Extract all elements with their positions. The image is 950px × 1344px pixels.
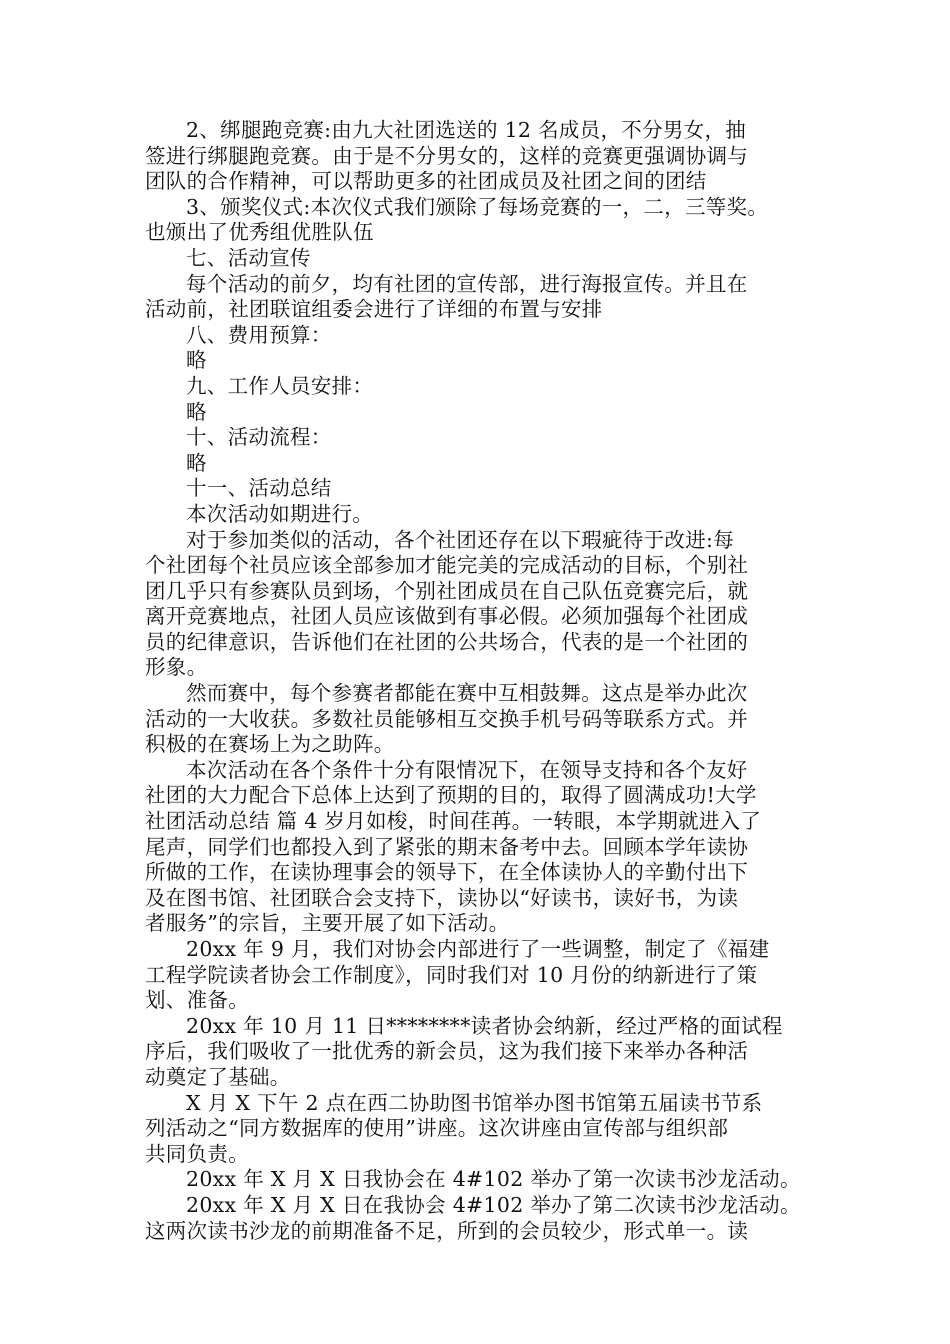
- text-line: 序后，我们吸收了一批优秀的新会员，这为我们接下来举办各种活: [145, 1039, 749, 1064]
- text-line: 社团的大力配合下总体上达到了预期的目的，取得了圆满成功!大学: [145, 783, 757, 808]
- paragraph: [145, 246, 813, 272]
- text-line: 共同负责。: [145, 1141, 249, 1166]
- paragraph: [145, 323, 813, 349]
- text-line: 列活动之“同方数据库的使用”讲座。这次讲座由宣传部与组织部: [145, 1116, 729, 1141]
- paragraph: [145, 451, 813, 477]
- text-line: 略: [186, 450, 207, 475]
- text-line: 然而赛中，每个参赛者都能在赛中互相鼓舞。这点是举办此次: [186, 681, 748, 706]
- paragraph: [145, 272, 813, 323]
- text-line: 团几乎只有参赛队员到场，个别社团成员在自己队伍竞赛完后，就: [145, 578, 749, 603]
- paragraph: [145, 476, 813, 502]
- text-line: 及在图书馆、社团联合会支持下，读协以“好读书，读好书，为读: [145, 885, 739, 910]
- text-line: 所做的工作，在读协理事会的领导下，在全体读协人的辛勤付出下: [145, 860, 749, 885]
- text-line: 十一、活动总结: [186, 476, 332, 501]
- text-line: 本次活动如期进行。: [186, 501, 374, 526]
- text-line: 九、工作人员安排：: [186, 373, 374, 398]
- text-line: 离开竞赛地点，社团人员应该做到有事必假。必须加强每个社团成: [145, 604, 749, 629]
- text-line: 本次活动在各个条件十分有限情况下，在领导支持和各个友好: [186, 757, 748, 782]
- paragraph: [145, 1167, 813, 1193]
- text-line: 十、活动流程：: [186, 425, 332, 450]
- text-line: 团队的合作精神，可以帮助更多的社团成员及社团之间的团结: [145, 169, 707, 194]
- paragraph: [145, 681, 813, 758]
- text-line: 积极的在赛场上为之助阵。: [145, 732, 395, 757]
- paragraph: [145, 195, 813, 246]
- text-line: 员的纪律意识，告诉他们在社团的公共场合，代表的是一个社团的: [145, 629, 749, 654]
- text-line: 划、准备。: [145, 988, 249, 1013]
- paragraph: [145, 1014, 813, 1091]
- text-line: 尾声，同学们也都投入到了紧张的期末备考中去。回顾本学年读协: [145, 834, 749, 859]
- text-line: X 月 X 下午 2 点在西二协助图书馆举办图书馆第五届读书节系: [186, 1090, 763, 1115]
- text-line: 20xx 年 X 月 X 日我协会在 4#102 举办了第一次读书沙龙活动。: [186, 1167, 801, 1192]
- text-line: 个社团每个社员应该全部参加才能完美的完成活动的目标，个别社: [145, 553, 749, 578]
- text-line: 社团活动总结 篇 4 岁月如梭，时间荏苒。一转眼，本学期就进入了: [145, 809, 762, 834]
- text-line: 七、活动宣传: [186, 245, 311, 270]
- paragraph: [145, 502, 813, 528]
- text-line: 20xx 年 10 月 11 日********读者协会纳新，经过严格的面试程: [186, 1013, 783, 1038]
- text-line: 2、绑腿跑竞赛:由九大社团选送的 12 名成员，不分男女，抽: [186, 118, 747, 142]
- text-line: 每个活动的前夕，均有社团的宣传部，进行海报宣传。并且在: [186, 271, 748, 296]
- text-line: 略: [186, 348, 207, 373]
- document-page: [145, 118, 813, 1244]
- text-line: 签进行绑腿跑竞赛。由于是不分男女的，这样的竞赛更强调协调与: [145, 143, 749, 168]
- text-line: 对于参加类似的活动，各个社团还存在以下瑕疵待于改进:每: [186, 527, 735, 552]
- text-line: 也颁出了优秀组优胜队伍: [145, 220, 374, 245]
- text-line: 略: [186, 399, 207, 424]
- paragraph: [145, 1193, 813, 1244]
- paragraph: [145, 118, 813, 195]
- text-line: 八、费用预算：: [186, 322, 332, 347]
- text-line: 活动的一大收获。多数社员能够相互交换手机号码等联系方式。并: [145, 706, 749, 731]
- paragraph: [145, 528, 813, 682]
- text-line: 工程学院读者协会工作制度》，同时我们对 10 月份的纳新进行了策: [145, 962, 758, 987]
- paragraph: [145, 374, 813, 400]
- paragraph: [145, 425, 813, 451]
- paragraph: [145, 937, 813, 1014]
- text-line: 这两次读书沙龙的前期准备不足，所到的会员较少，形式单一。读: [145, 1218, 749, 1243]
- paragraph: [145, 348, 813, 374]
- text-line: 者服务”的宗旨，主要开展了如下活动。: [145, 911, 510, 936]
- text-line: 形象。: [145, 655, 208, 680]
- paragraph: [145, 400, 813, 426]
- text-line: 20xx 年 9 月，我们对协会内部进行了一些调整，制定了《福建: [186, 937, 770, 961]
- paragraph: [145, 758, 813, 937]
- text-line: 活动前，社团联谊组委会进行了详细的布置与安排: [145, 297, 603, 322]
- text-line: 20xx 年 X 月 X 日在我协会 4#102 举办了第二次读书沙龙活动。: [186, 1192, 801, 1217]
- text-line: 动奠定了基础。: [145, 1064, 291, 1089]
- text-line: 3、颁奖仪式:本次仪式我们颁除了每场竞赛的一，二，三等奖。: [186, 194, 769, 219]
- paragraph: [145, 1091, 813, 1168]
